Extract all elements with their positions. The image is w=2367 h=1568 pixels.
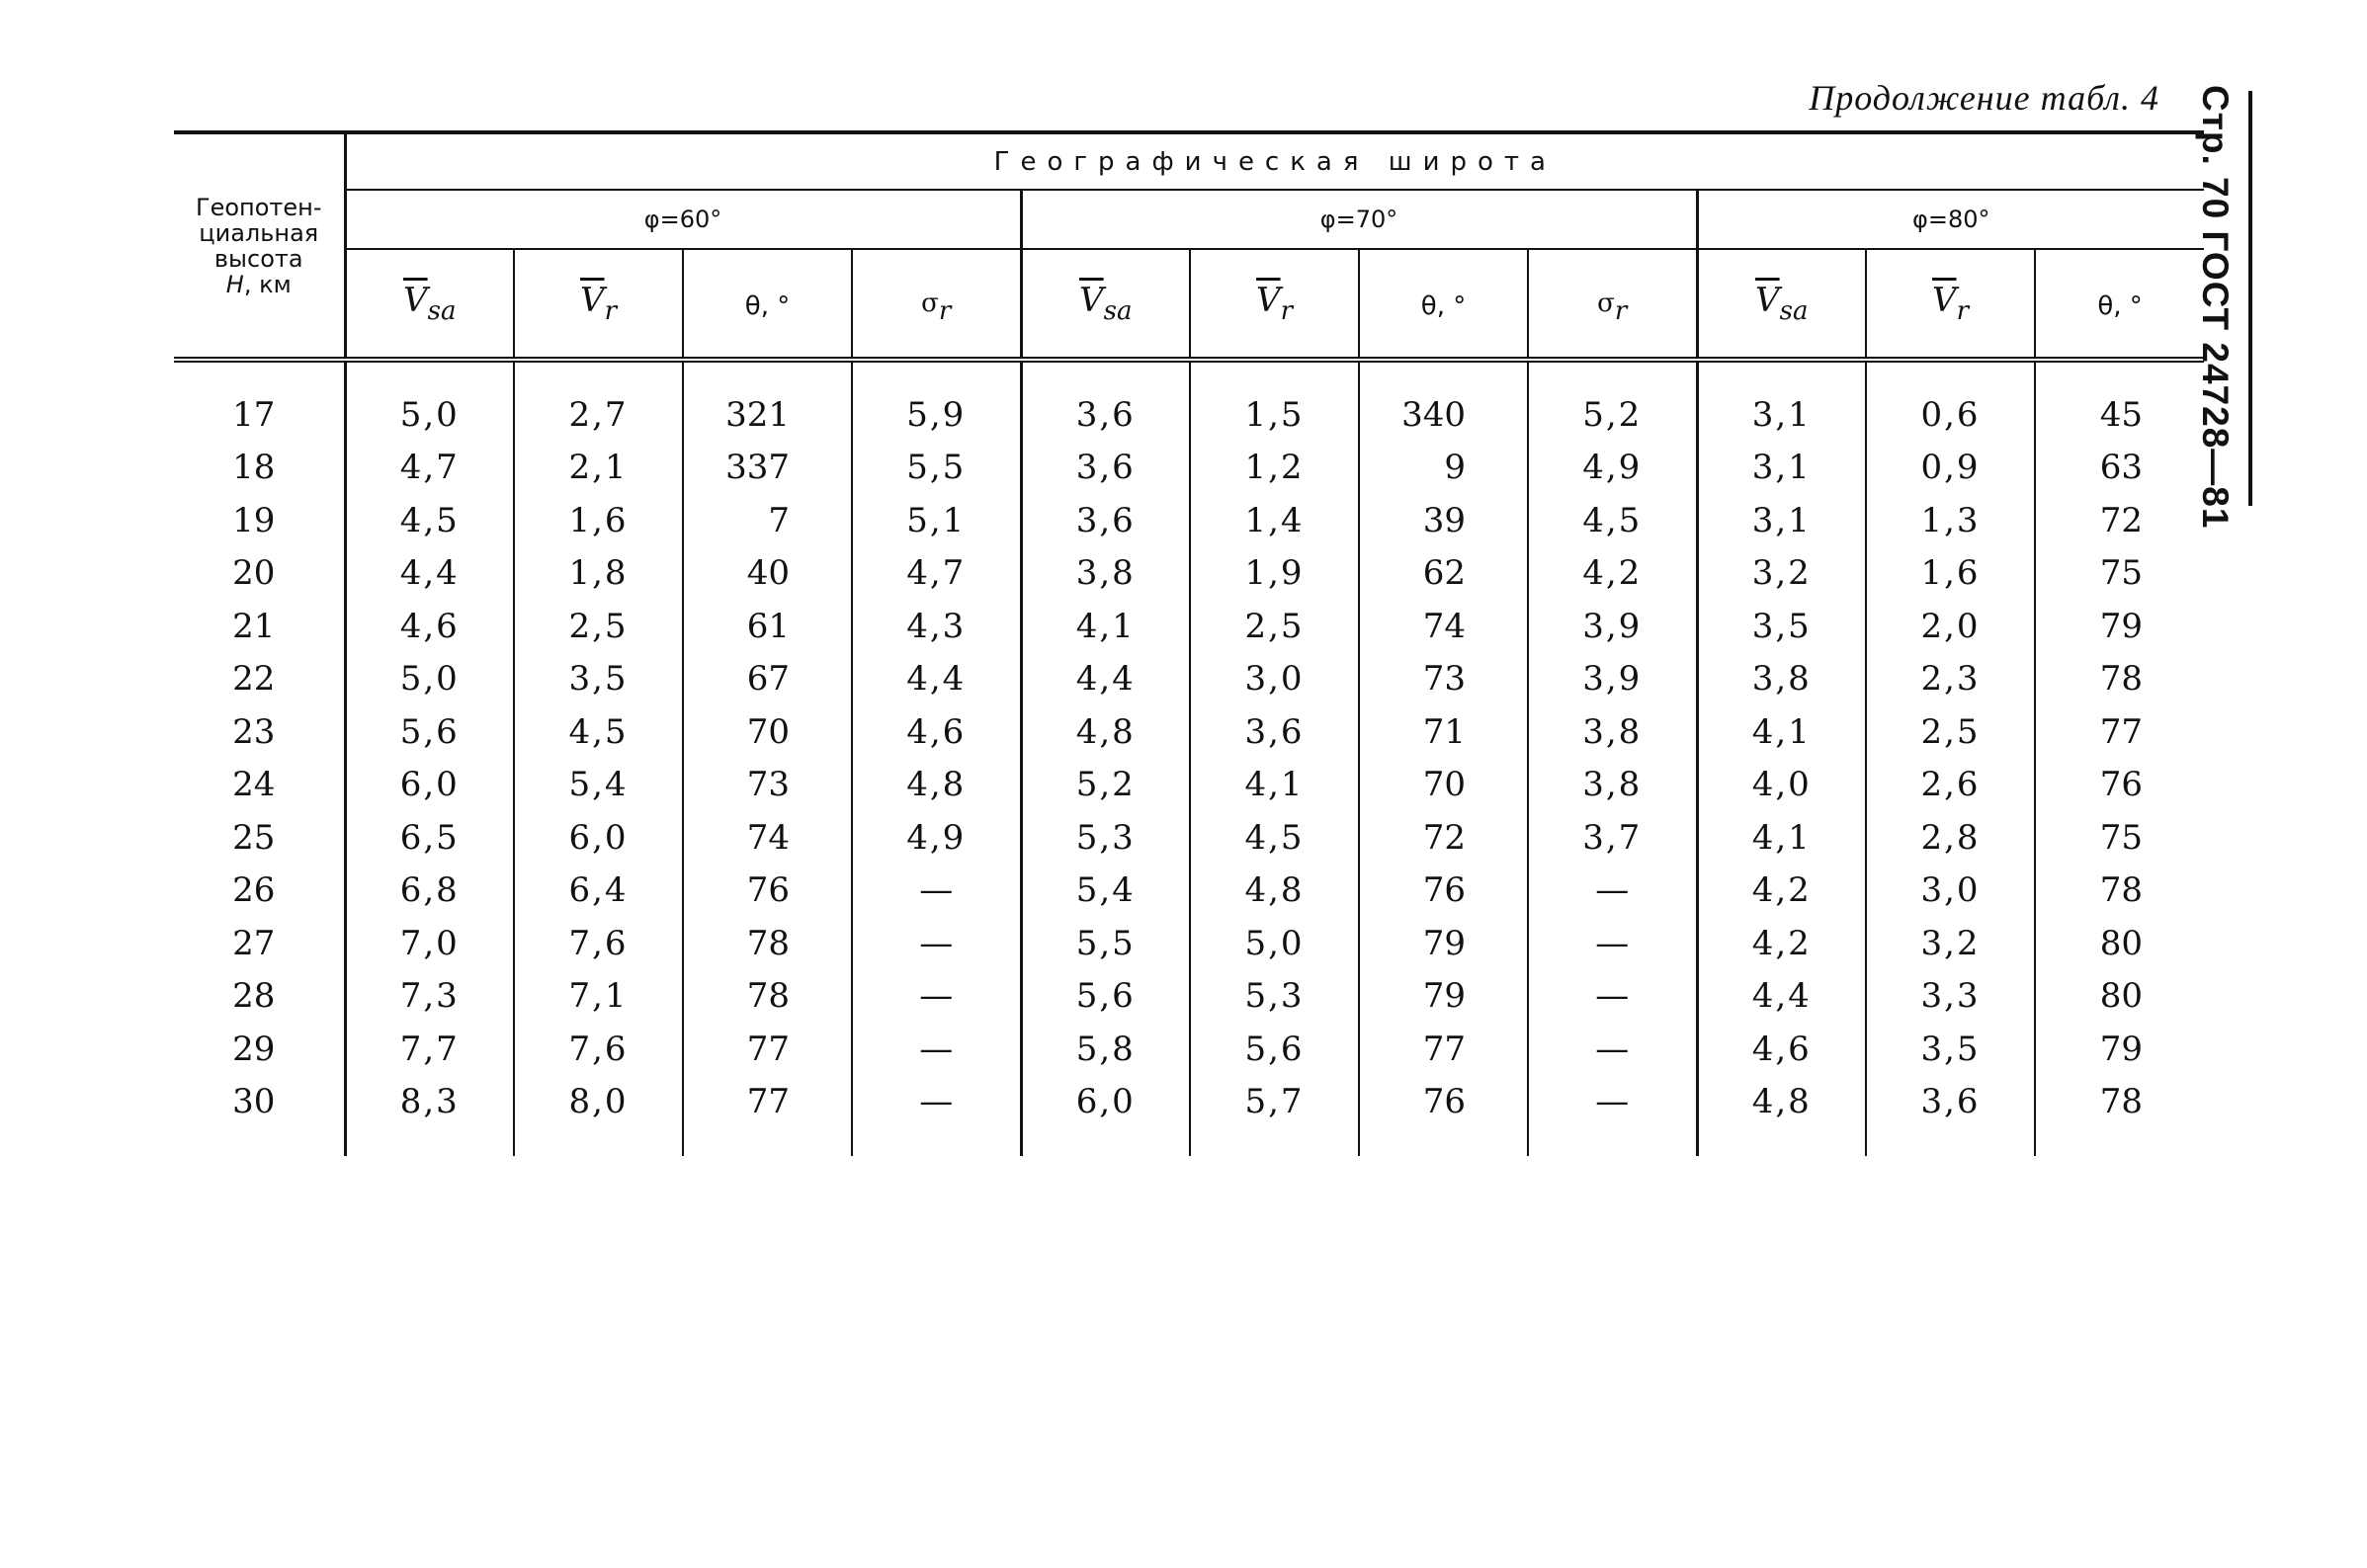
height-cell: 19 xyxy=(174,494,345,547)
cell-vsa-60: 7,7 xyxy=(345,1023,514,1076)
cell-vr-70: 5,3 xyxy=(1190,970,1359,1024)
col-header-vr-70 xyxy=(1190,249,1359,360)
symbol-v: $\overline{V}$ xyxy=(1256,281,1281,321)
cell-vr-80: 3,5 xyxy=(1866,1023,2035,1076)
cell-vr-60: 2,7 xyxy=(514,360,683,442)
cell-sigma-60: 4,3 xyxy=(852,600,1021,653)
cell-vsa-70: 5,4 xyxy=(1021,865,1190,918)
table-row xyxy=(174,865,2204,918)
height-cell: 17 xyxy=(174,360,345,442)
row-header-variable: H xyxy=(225,270,244,298)
cell-vsa-70: 5,8 xyxy=(1021,1023,1190,1076)
cell-vr-60: 3,5 xyxy=(514,653,683,706)
cell-vsa-80: 4,6 xyxy=(1697,1023,1866,1076)
cell-vr-70: 1,9 xyxy=(1190,547,1359,601)
cell-vsa-60: 4,6 xyxy=(345,600,514,653)
cell-sigma-60: 5,5 xyxy=(852,442,1021,495)
table-row xyxy=(174,360,2204,442)
cell-vr-80: 1,6 xyxy=(1866,547,2035,601)
row-header-line1: Геопотен- xyxy=(195,193,322,221)
subscript-r: r xyxy=(604,295,617,326)
cell-vsa-80: 4,0 xyxy=(1697,759,1866,812)
cell-vsa-70: 5,3 xyxy=(1021,811,1190,865)
subscript-sa: sa xyxy=(1103,295,1133,326)
cell-vsa-70: 3,8 xyxy=(1021,547,1190,601)
cell-vsa-80: 4,4 xyxy=(1697,970,1866,1024)
cell-vsa-60: 7,3 xyxy=(345,970,514,1024)
cell-theta-70: 74 xyxy=(1359,600,1528,653)
side-header: Стр. 70 ГОСТ 24728—81 xyxy=(2195,85,2236,530)
cell-theta-60: 77 xyxy=(683,1076,852,1157)
table-row xyxy=(174,759,2204,812)
cell-vr-70: 1,5 xyxy=(1190,360,1359,442)
cell-vsa-70: 3,6 xyxy=(1021,360,1190,442)
cell-vr-60: 6,0 xyxy=(514,811,683,865)
cell-theta-80: 79 xyxy=(2099,1029,2144,1069)
cell-vsa-60: 8,3 xyxy=(345,1076,514,1157)
cell-theta-80: 63 xyxy=(2099,448,2144,488)
symbol-theta: θ, ° xyxy=(744,291,791,321)
cell-theta-80: 78 xyxy=(2099,1082,2144,1122)
cell-vsa-60: 7,0 xyxy=(345,917,514,970)
table-row xyxy=(174,970,2204,1024)
cell-vr-70: 4,5 xyxy=(1190,811,1359,865)
cell-theta-60: 77 xyxy=(683,1023,852,1076)
cell-vr-70: 1,2 xyxy=(1190,442,1359,495)
cell-theta-70: 39 xyxy=(1359,494,1528,547)
symbol-theta: θ, ° xyxy=(2097,291,2143,321)
cell-sigma-60: — xyxy=(852,865,1021,918)
side-header-rule xyxy=(2248,91,2252,506)
cell-vsa-70: 5,6 xyxy=(1021,970,1190,1024)
cell-vsa-60: 6,5 xyxy=(345,811,514,865)
symbol-v: $\overline{V}$ xyxy=(1755,281,1780,321)
latitude-header-70: φ=70° xyxy=(1021,190,1697,249)
cell-vr-60: 4,5 xyxy=(514,705,683,759)
table-body xyxy=(174,360,2204,1156)
height-cell: 22 xyxy=(174,653,345,706)
cell-vsa-70: 4,8 xyxy=(1021,705,1190,759)
cell-vsa-60: 5,0 xyxy=(345,653,514,706)
cell-vr-80: 2,0 xyxy=(1866,600,2035,653)
cell-theta-70: 9 xyxy=(1359,442,1528,495)
cell-vsa-70: 5,2 xyxy=(1021,759,1190,812)
col-header-sigma-70 xyxy=(1528,249,1697,360)
cell-vr-80: 3,0 xyxy=(1866,865,2035,918)
cell-vr-60: 7,6 xyxy=(514,1023,683,1076)
cell-sigma-70: — xyxy=(1528,1076,1697,1157)
cell-theta-60: 7 xyxy=(683,494,852,547)
latitude-header-60: φ=60° xyxy=(345,190,1021,249)
row-header-line3: высота xyxy=(213,244,303,273)
cell-sigma-70: 3,7 xyxy=(1528,811,1697,865)
cell-vr-70: 5,6 xyxy=(1190,1023,1359,1076)
cell-theta-80: 45 xyxy=(2099,394,2144,435)
cell-vsa-80: 4,2 xyxy=(1697,917,1866,970)
row-header-unit: , км xyxy=(243,270,292,298)
cell-theta-60: 73 xyxy=(683,759,852,812)
cell-theta-80: 76 xyxy=(2099,765,2144,805)
cell-theta-70: 79 xyxy=(1359,917,1528,970)
table-row xyxy=(174,653,2204,706)
cell-vsa-70: 6,0 xyxy=(1021,1076,1190,1157)
cell-theta-70: 73 xyxy=(1359,653,1528,706)
table-row xyxy=(174,1076,2204,1157)
cell-sigma-60: 5,9 xyxy=(852,360,1021,442)
cell-sigma-60: — xyxy=(852,1076,1021,1157)
cell-theta-80: 78 xyxy=(2099,659,2144,700)
cell-vr-80: 3,6 xyxy=(1866,1076,2035,1157)
cell-vsa-60: 5,0 xyxy=(345,360,514,442)
symbol-theta: θ, ° xyxy=(1420,291,1467,321)
cell-vr-70: 5,7 xyxy=(1190,1076,1359,1157)
cell-theta-60: 70 xyxy=(683,705,852,759)
cell-vr-80: 3,3 xyxy=(1866,970,2035,1024)
col-header-vr-60 xyxy=(514,249,683,360)
cell-sigma-60: 4,9 xyxy=(852,811,1021,865)
cell-vr-60: 5,4 xyxy=(514,759,683,812)
height-cell: 25 xyxy=(174,811,345,865)
cell-vr-70: 3,0 xyxy=(1190,653,1359,706)
col-header-theta-70 xyxy=(1359,249,1528,360)
cell-sigma-70: 4,2 xyxy=(1528,547,1697,601)
cell-vr-80: 3,2 xyxy=(1866,917,2035,970)
cell-vsa-80: 3,8 xyxy=(1697,653,1866,706)
cell-theta-60: 74 xyxy=(683,811,852,865)
height-cell: 23 xyxy=(174,705,345,759)
cell-vsa-60: 4,7 xyxy=(345,442,514,495)
table-row xyxy=(174,1023,2204,1076)
cell-theta-70: 76 xyxy=(1359,865,1528,918)
cell-theta-60: 40 xyxy=(683,547,852,601)
cell-vsa-60: 4,5 xyxy=(345,494,514,547)
cell-sigma-60: 4,8 xyxy=(852,759,1021,812)
cell-theta-70: 77 xyxy=(1359,1023,1528,1076)
col-header-theta-60 xyxy=(683,249,852,360)
cell-vsa-80: 3,1 xyxy=(1697,494,1866,547)
row-header-cell xyxy=(174,132,345,360)
cell-vr-80: 0,9 xyxy=(1866,442,2035,495)
table-row xyxy=(174,917,2204,970)
cell-sigma-70: 3,8 xyxy=(1528,705,1697,759)
table-row xyxy=(174,600,2204,653)
cell-sigma-60: 5,1 xyxy=(852,494,1021,547)
cell-vr-80: 0,6 xyxy=(1866,360,2035,442)
cell-vsa-80: 4,1 xyxy=(1697,811,1866,865)
col-header-vsa-60 xyxy=(345,249,514,360)
cell-vsa-70: 3,6 xyxy=(1021,442,1190,495)
height-cell: 20 xyxy=(174,547,345,601)
cell-sigma-60: — xyxy=(852,917,1021,970)
col-header-vsa-80 xyxy=(1697,249,1866,360)
height-cell: 30 xyxy=(174,1076,345,1157)
cell-theta-60: 321 xyxy=(683,360,852,442)
cell-vsa-60: 6,8 xyxy=(345,865,514,918)
subscript-r: r xyxy=(1956,295,1969,326)
data-table xyxy=(174,130,2204,1156)
cell-theta-60: 78 xyxy=(683,970,852,1024)
group-header: Географическая широта xyxy=(345,132,2204,190)
table-row xyxy=(174,442,2204,495)
cell-sigma-70: — xyxy=(1528,865,1697,918)
cell-theta-80: 75 xyxy=(2099,553,2144,594)
cell-vsa-60: 4,4 xyxy=(345,547,514,601)
cell-theta-60: 337 xyxy=(683,442,852,495)
height-cell: 18 xyxy=(174,442,345,495)
cell-sigma-70: 5,2 xyxy=(1528,360,1697,442)
cell-theta-70: 62 xyxy=(1359,547,1528,601)
height-cell: 26 xyxy=(174,865,345,918)
cell-vr-60: 7,6 xyxy=(514,917,683,970)
cell-theta-60: 61 xyxy=(683,600,852,653)
height-cell: 29 xyxy=(174,1023,345,1076)
cell-theta-80: 72 xyxy=(2099,500,2144,540)
table-row xyxy=(174,811,2204,865)
symbol-sigma: σ xyxy=(921,289,939,319)
cell-theta-80: 80 xyxy=(2099,923,2144,963)
cell-vsa-70: 4,1 xyxy=(1021,600,1190,653)
height-cell: 27 xyxy=(174,917,345,970)
cell-theta-80: 75 xyxy=(2099,817,2144,858)
cell-theta-70: 71 xyxy=(1359,705,1528,759)
cell-vr-60: 8,0 xyxy=(514,1076,683,1157)
cell-vr-60: 1,6 xyxy=(514,494,683,547)
cell-vr-70: 1,4 xyxy=(1190,494,1359,547)
cell-sigma-60: 4,7 xyxy=(852,547,1021,601)
cell-vr-80: 2,5 xyxy=(1866,705,2035,759)
col-header-vr-80 xyxy=(1866,249,2035,360)
cell-sigma-60: 4,4 xyxy=(852,653,1021,706)
col-header-theta-80 xyxy=(2035,249,2204,360)
cell-vsa-70: 4,4 xyxy=(1021,653,1190,706)
cell-theta-60: 76 xyxy=(683,865,852,918)
cell-vsa-80: 4,1 xyxy=(1697,705,1866,759)
cell-theta-70: 340 xyxy=(1359,360,1528,442)
cell-vsa-80: 4,8 xyxy=(1697,1076,1866,1157)
cell-theta-80: 77 xyxy=(2099,711,2144,752)
cell-sigma-70: — xyxy=(1528,1023,1697,1076)
symbol-v: $\overline{V}$ xyxy=(1079,281,1104,321)
cell-vr-70: 4,1 xyxy=(1190,759,1359,812)
cell-vr-70: 2,5 xyxy=(1190,600,1359,653)
symbol-v: $\overline{V}$ xyxy=(1932,281,1957,321)
cell-theta-70: 72 xyxy=(1359,811,1528,865)
continuation-label: Продолжение табл. 4 xyxy=(1809,78,2159,118)
symbol-v: $\overline{V}$ xyxy=(403,281,428,321)
table-row xyxy=(174,705,2204,759)
cell-vr-60: 2,1 xyxy=(514,442,683,495)
cell-vr-60: 6,4 xyxy=(514,865,683,918)
cell-vr-60: 2,5 xyxy=(514,600,683,653)
row-header-line2: циальная xyxy=(199,218,319,247)
height-cell: 28 xyxy=(174,970,345,1024)
symbol-sigma: σ xyxy=(1597,289,1615,319)
cell-vr-60: 7,1 xyxy=(514,970,683,1024)
cell-theta-80: 80 xyxy=(2099,976,2144,1017)
cell-theta-70: 79 xyxy=(1359,970,1528,1024)
cell-vr-80: 2,3 xyxy=(1866,653,2035,706)
cell-vsa-60: 6,0 xyxy=(345,759,514,812)
table-row xyxy=(174,494,2204,547)
cell-vsa-80: 3,2 xyxy=(1697,547,1866,601)
cell-vsa-80: 3,1 xyxy=(1697,360,1866,442)
subscript-r: r xyxy=(1614,295,1628,326)
subscript-r: r xyxy=(938,295,952,326)
cell-sigma-70: 4,9 xyxy=(1528,442,1697,495)
cell-theta-70: 70 xyxy=(1359,759,1528,812)
symbol-v: $\overline{V}$ xyxy=(580,281,605,321)
cell-vsa-60: 5,6 xyxy=(345,705,514,759)
subscript-sa: sa xyxy=(1779,295,1809,326)
col-header-sigma-60 xyxy=(852,249,1021,360)
cell-sigma-70: — xyxy=(1528,970,1697,1024)
subscript-r: r xyxy=(1280,295,1293,326)
cell-sigma-70: 3,9 xyxy=(1528,653,1697,706)
cell-theta-80: 78 xyxy=(2099,870,2144,911)
cell-vr-70: 4,8 xyxy=(1190,865,1359,918)
cell-vsa-80: 3,5 xyxy=(1697,600,1866,653)
cell-sigma-70: 3,8 xyxy=(1528,759,1697,812)
cell-sigma-70: 4,5 xyxy=(1528,494,1697,547)
height-cell: 24 xyxy=(174,759,345,812)
cell-sigma-70: 3,9 xyxy=(1528,600,1697,653)
cell-vr-70: 5,0 xyxy=(1190,917,1359,970)
cell-vr-80: 2,8 xyxy=(1866,811,2035,865)
cell-vr-60: 1,8 xyxy=(514,547,683,601)
cell-sigma-70: — xyxy=(1528,917,1697,970)
cell-sigma-60: — xyxy=(852,1023,1021,1076)
cell-vsa-70: 5,5 xyxy=(1021,917,1190,970)
cell-theta-70: 76 xyxy=(1359,1076,1528,1157)
cell-vr-80: 2,6 xyxy=(1866,759,2035,812)
cell-theta-60: 78 xyxy=(683,917,852,970)
table-row xyxy=(174,547,2204,601)
cell-sigma-60: — xyxy=(852,970,1021,1024)
cell-vsa-80: 3,1 xyxy=(1697,442,1866,495)
cell-vsa-70: 3,6 xyxy=(1021,494,1190,547)
cell-vr-70: 3,6 xyxy=(1190,705,1359,759)
col-header-vsa-70 xyxy=(1021,249,1190,360)
cell-vsa-80: 4,2 xyxy=(1697,865,1866,918)
latitude-header-80: φ=80° xyxy=(1697,190,2204,249)
subscript-sa: sa xyxy=(427,295,457,326)
cell-theta-80: 79 xyxy=(2099,606,2144,646)
height-cell: 21 xyxy=(174,600,345,653)
cell-theta-60: 67 xyxy=(683,653,852,706)
cell-vr-80: 1,3 xyxy=(1866,494,2035,547)
cell-sigma-60: 4,6 xyxy=(852,705,1021,759)
